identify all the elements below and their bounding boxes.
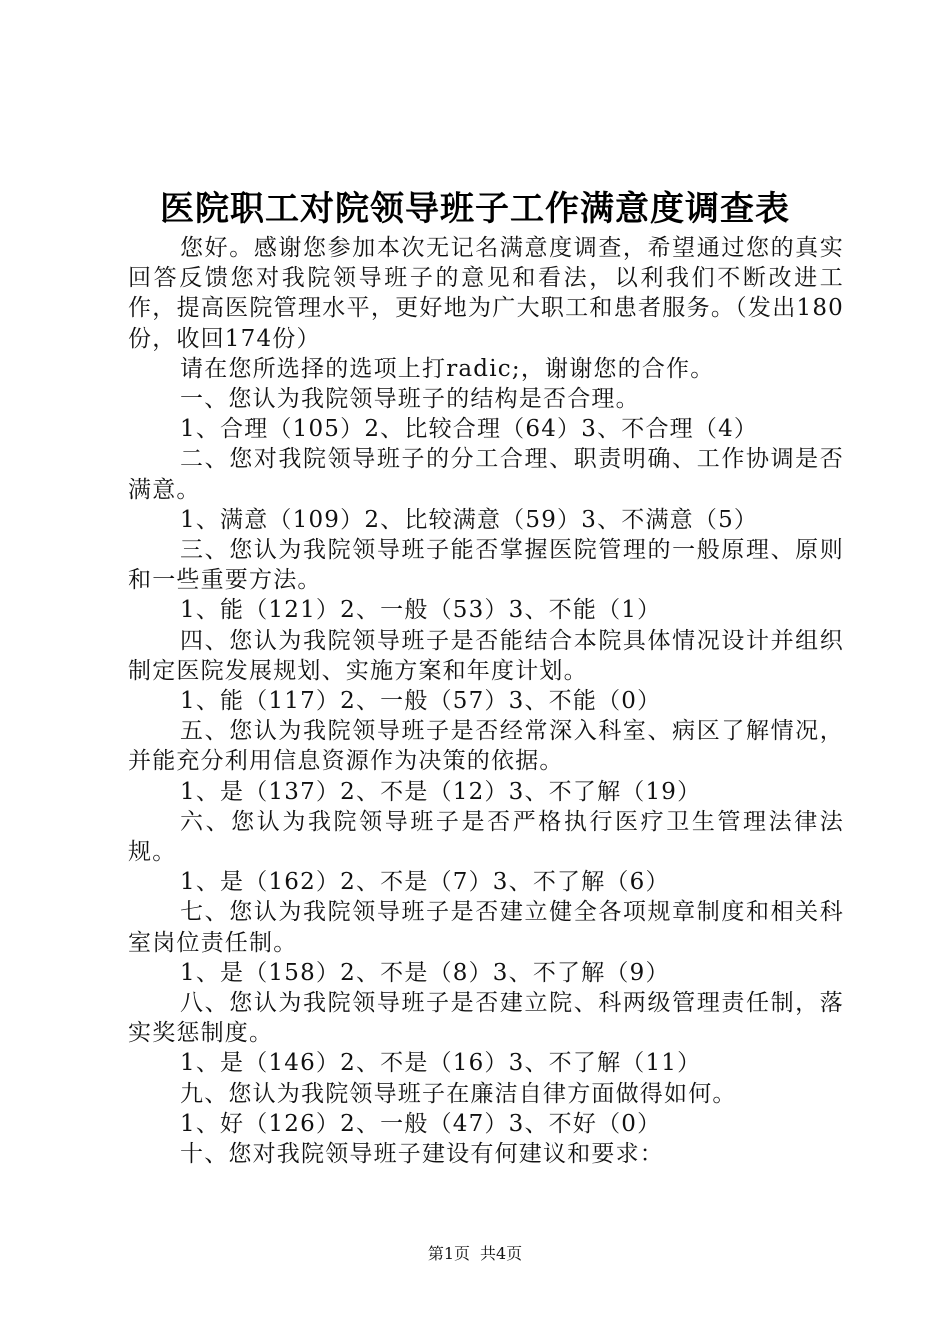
- question-9: 九、您认为我院领导班子在廉洁自律方面做得如何。: [180, 1080, 737, 1107]
- question-7: 七、您认为我院领导班子是否建立健全各项规章制度和相关科室岗位责任制。: [128, 899, 844, 956]
- intro-paragraph: 您好。感谢您参加本次无记名满意度调查，希望通过您的真实回答反馈您对我院领导班子的意见和看法，以利我们不断改进工作，提高医院管理水平，更好地为广大职工和患者服务。（发出180份，收回174份）: [128, 235, 844, 352]
- page-total: 共4页: [480, 1244, 523, 1263]
- answer-9: 1、好（126）2、一般（47）3、不好（0）: [180, 1110, 662, 1137]
- answer-4: 1、能（117）2、一般（57）3、不能（0）: [180, 688, 662, 715]
- question-5: 五、您认为我院领导班子是否经常深入科室、病区了解情况，并能充分利用信息资源作为决策的依据。: [128, 718, 844, 775]
- answer-8: 1、是（146）2、不是（16）3、不了解（11）: [180, 1050, 702, 1077]
- document-title: 医院职工对院领导班子工作满意度调查表: [160, 189, 790, 229]
- document-body: [128, 233, 844, 1169]
- question-2: 二、您对我院领导班子的分工合理、职责明确、工作协调是否满意。: [128, 446, 844, 503]
- question-3: 三、您认为我院领导班子能否掌握医院管理的一般原理、原则和一些重要方法。: [128, 537, 844, 594]
- page-number: 第1页: [427, 1244, 470, 1263]
- question-10: 十、您对我院领导班子建设有何建议和要求：: [180, 1141, 664, 1168]
- question-4: 四、您认为我院领导班子是否能结合本院具体情况设计并组织制定医院发展规划、实施方案和年度计划。: [128, 627, 844, 684]
- question-1: 一、您认为我院领导班子的结构是否合理。: [180, 386, 640, 413]
- answer-2: 1、满意（109）2、比较满意（59）3、不满意（5）: [180, 506, 759, 533]
- answer-7: 1、是（158）2、不是（8）3、不了解（9）: [180, 959, 670, 986]
- page-footer: [0, 1242, 950, 1266]
- answer-1: 1、合理（105）2、比较合理（64）3、不合理（4）: [180, 416, 759, 443]
- question-8: 八、您认为我院领导班子是否建立院、科两级管理责任制，落实奖惩制度。: [128, 990, 844, 1047]
- answer-3: 1、能（121）2、一般（53）3、不能（1）: [180, 597, 662, 624]
- answer-5: 1、是（137）2、不是（12）3、不了解（19）: [180, 778, 702, 805]
- answer-6: 1、是（162）2、不是（7）3、不了解（6）: [180, 869, 670, 896]
- question-6: 六、您认为我院领导班子是否严格执行医疗卫生管理法律法规。: [128, 808, 844, 866]
- instruction-paragraph: 请在您所选择的选项上打radic;，谢谢您的合作。: [180, 355, 715, 382]
